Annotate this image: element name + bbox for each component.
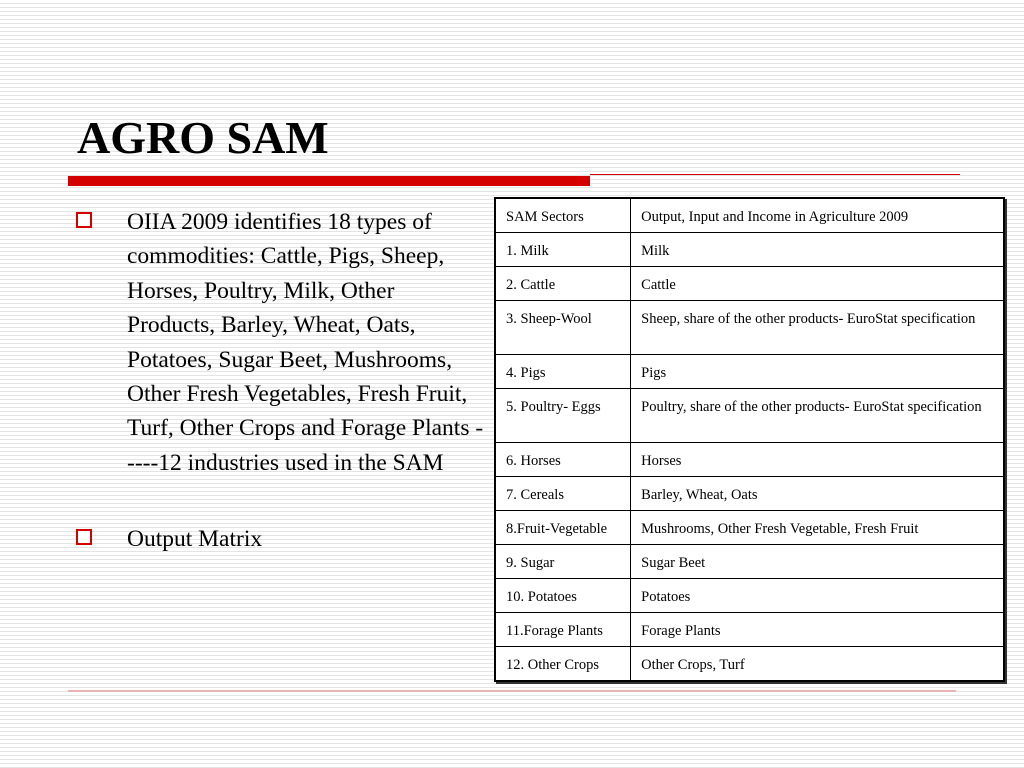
table-cell-sector: 2. Cattle	[495, 267, 631, 301]
table-cell-output: Sugar Beet	[631, 545, 1004, 579]
bullet-item-commodities	[76, 205, 486, 480]
table-cell-sector: 1. Milk	[495, 233, 631, 267]
bullet-text: Output Matrix	[127, 526, 263, 553]
table-cell-output: Poultry, share of the other products- EuroStat specification	[631, 389, 1004, 443]
table-row	[495, 301, 1004, 355]
hollow-square-bullet-icon	[76, 529, 92, 545]
table-cell-sector: 3. Sheep-Wool	[495, 301, 631, 355]
table-cell-output: Cattle	[631, 267, 1004, 301]
table-cell-sector: 11.Forage Plants	[495, 613, 631, 647]
table-cell-output: Milk	[631, 233, 1004, 267]
table-cell-output: Potatoes	[631, 579, 1004, 613]
table-row	[495, 443, 1004, 477]
table-cell-output: Forage Plants	[631, 613, 1004, 647]
table-cell-output: Pigs	[631, 355, 1004, 389]
footer-divider	[68, 690, 956, 692]
table-cell-output: Other Crops, Turf	[631, 647, 1004, 682]
table-row	[495, 233, 1004, 267]
column-header-output-input-income: Output, Input and Income in Agriculture 2009	[631, 198, 1004, 233]
table-row	[495, 647, 1004, 682]
slide-title: AGRO SAM	[77, 112, 329, 163]
title-underline-bar	[68, 176, 590, 186]
table-cell-sector: 9. Sugar	[495, 545, 631, 579]
table-cell-sector: 8.Fruit-Vegetable	[495, 511, 631, 545]
bullet-list	[76, 205, 486, 557]
bullet-item-output-matrix	[76, 522, 486, 556]
table-cell-output: Sheep, share of the other products- EuroStat specification	[631, 301, 1004, 355]
table-cell-sector: 6. Horses	[495, 443, 631, 477]
hollow-square-bullet-icon	[76, 212, 92, 228]
table-cell-output: Mushrooms, Other Fresh Vegetable, Fresh Fruit	[631, 511, 1004, 545]
table-cell-sector: 10. Potatoes	[495, 579, 631, 613]
table-row	[495, 579, 1004, 613]
table-cell-sector: 12. Other Crops	[495, 647, 631, 682]
table-cell-sector: 4. Pigs	[495, 355, 631, 389]
table-row	[495, 545, 1004, 579]
table-row	[495, 477, 1004, 511]
table-row	[495, 267, 1004, 301]
table-cell-sector: 5. Poultry- Eggs	[495, 389, 631, 443]
title-underline	[68, 174, 960, 188]
table-header-row	[495, 198, 1004, 233]
column-header-sam-sectors: SAM Sectors	[495, 198, 631, 233]
table-cell-output: Horses	[631, 443, 1004, 477]
title-underline-line	[590, 174, 960, 175]
table-row	[495, 355, 1004, 389]
table-row	[495, 511, 1004, 545]
bullet-text: OIIA 2009 identifies 18 types of commodities: Cattle, Pigs, Sheep, Horses, Poultry, Milk, Other Products, Barley, Wheat, Oats, Potatoes, Sugar Beet, Mushrooms, Other Fresh Vegetables, Fresh Fruit, Turf, Other Crops and Forage Plants -----12 industries used in the SAM	[127, 209, 484, 476]
table-row	[495, 389, 1004, 443]
table-cell-sector: 7. Cereals	[495, 477, 631, 511]
sam-sectors-table	[494, 197, 1005, 682]
table-row	[495, 613, 1004, 647]
table-cell-output: Barley, Wheat, Oats	[631, 477, 1004, 511]
